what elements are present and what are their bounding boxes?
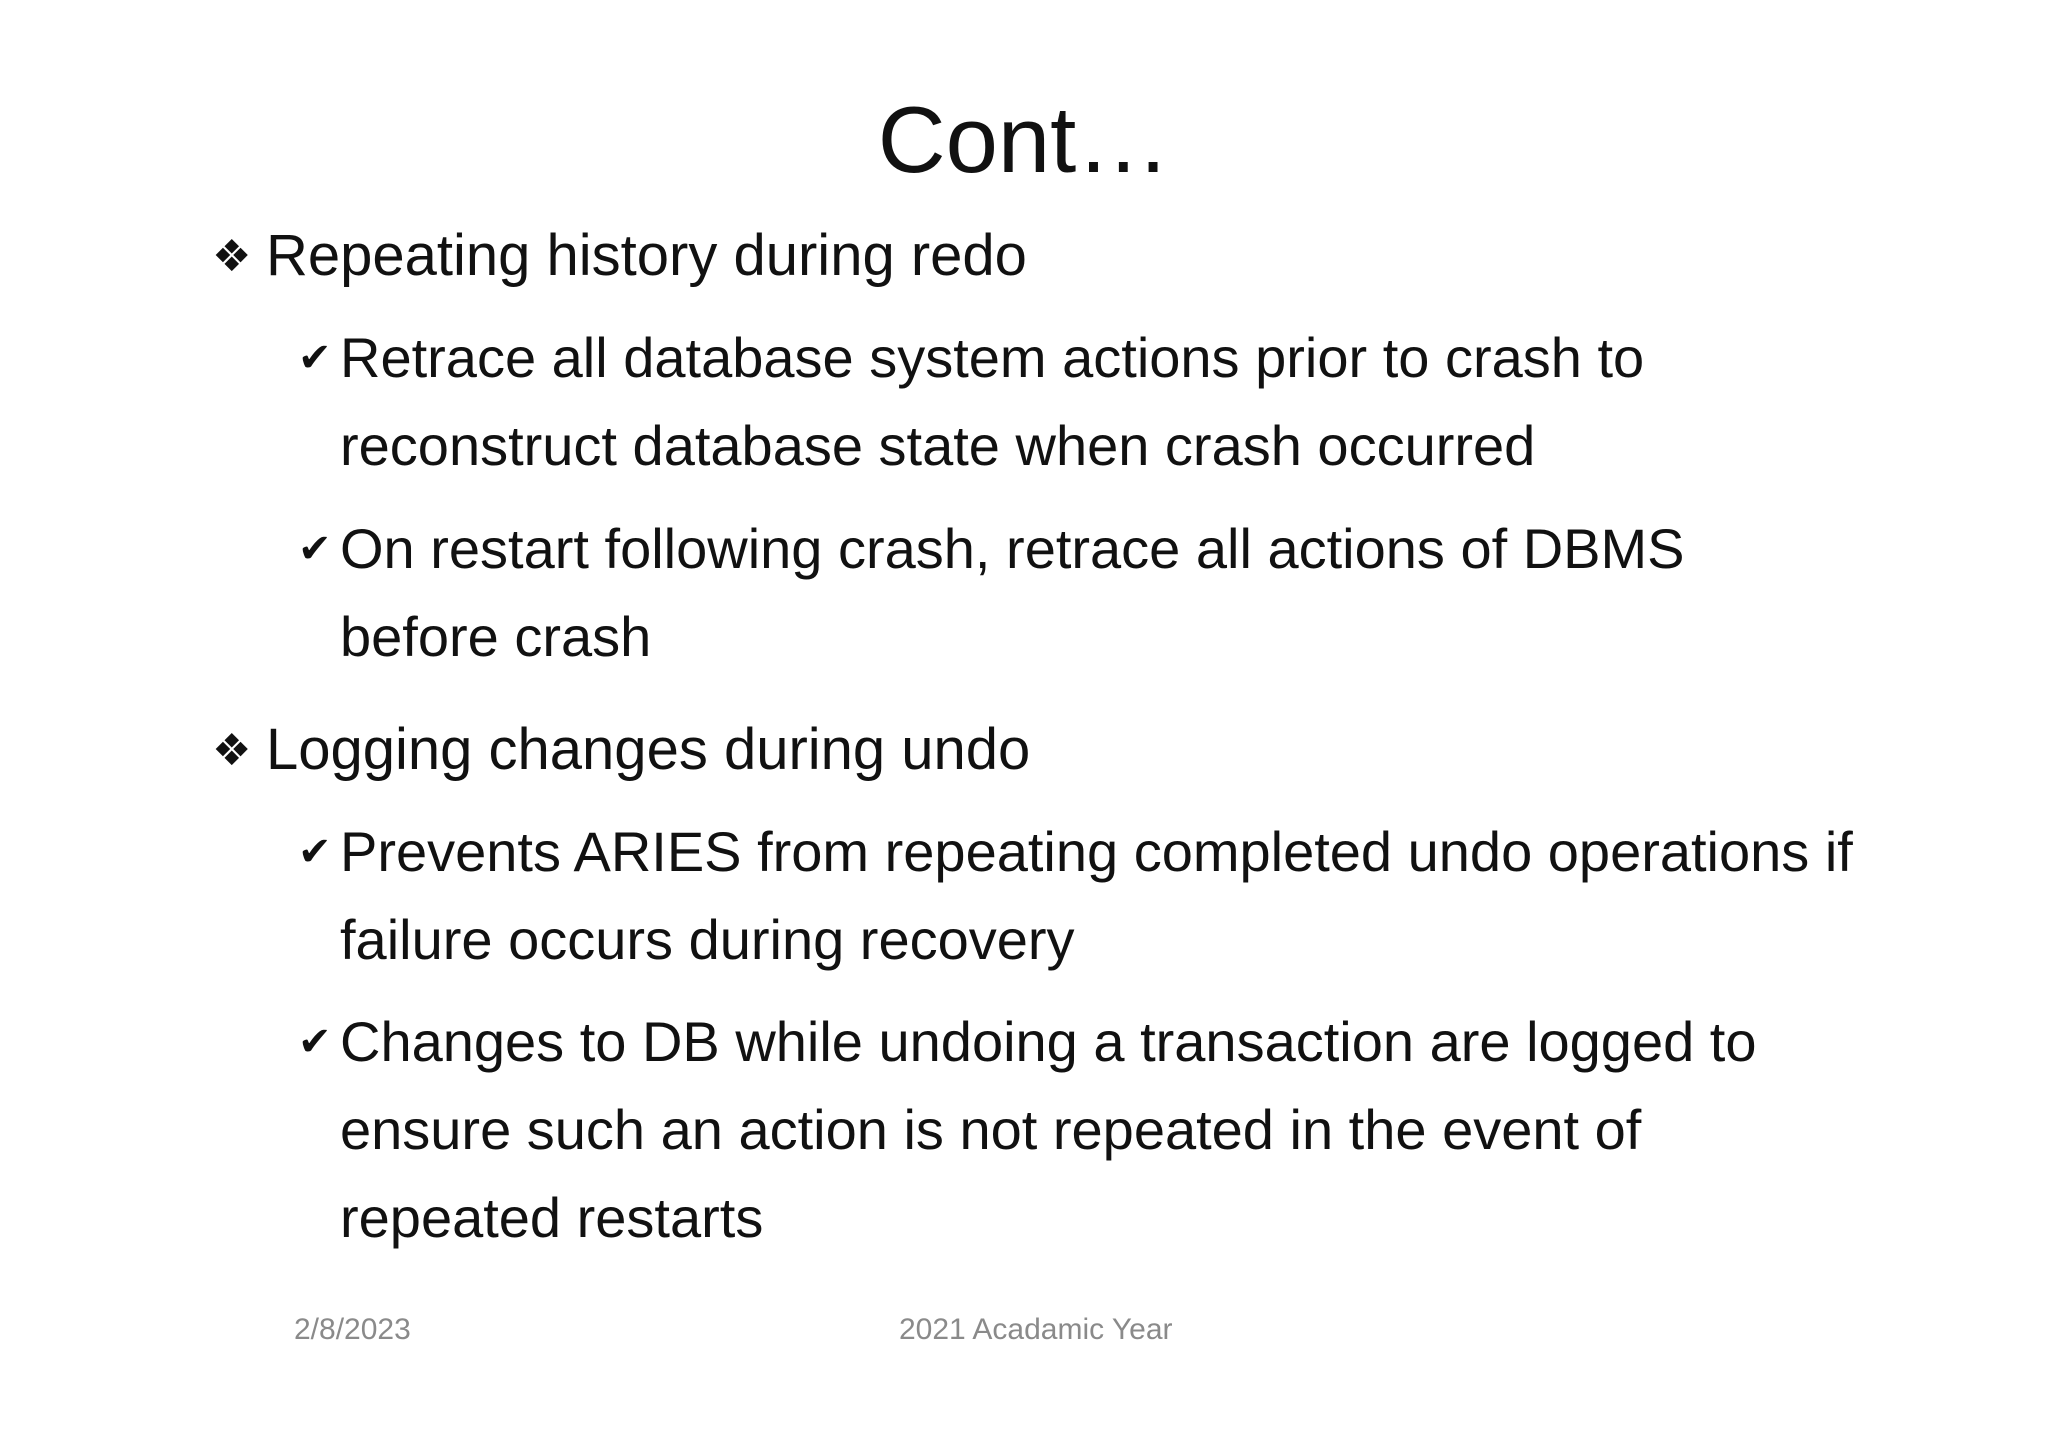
list-item-text: Retrace all database system actions prior to crash to reconstruct database state when crash occurred <box>340 326 1645 477</box>
footer-date: 2/8/2023 <box>294 1313 411 1346</box>
list-item <box>298 998 1858 1262</box>
list-item-text: Changes to DB while undoing a transaction are logged to ensure such an action is not repeated in the event of repeated restarts <box>340 1010 1757 1249</box>
section-heading-text: Logging changes during undo <box>266 717 1031 782</box>
list-item <box>298 505 1858 681</box>
checkmark-icon: ✔ <box>298 1019 332 1065</box>
checkmark-icon: ✔ <box>298 526 332 572</box>
list-item-text: Prevents ARIES from repeating completed undo operations if failure occurs during recovery <box>340 820 1853 971</box>
section-heading-undo <box>212 710 1030 791</box>
checkmark-icon: ✔ <box>298 335 332 381</box>
section-heading-text: Repeating history during redo <box>266 223 1027 288</box>
footer-academic-year: 2021 Acadamic Year <box>899 1313 1173 1346</box>
slide-title: Cont… <box>877 87 1171 192</box>
checkmark-icon: ✔ <box>298 829 332 875</box>
list-item <box>298 314 1858 490</box>
diamond-bullet-icon: ❖ <box>212 231 252 282</box>
diamond-bullet-icon: ❖ <box>212 725 252 776</box>
section-heading-redo <box>212 216 1027 297</box>
list-item-text: On restart following crash, retrace all actions of DBMS before crash <box>340 517 1685 668</box>
list-item <box>298 808 1858 984</box>
